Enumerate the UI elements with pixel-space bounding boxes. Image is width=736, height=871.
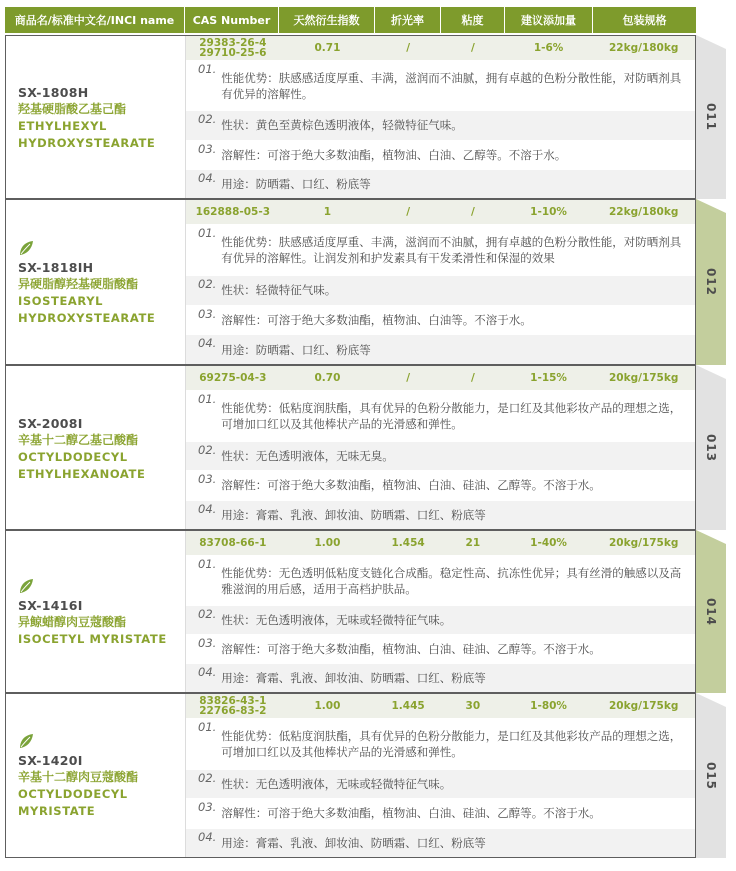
product-block (5, 693, 696, 858)
line-number: 02. (198, 770, 217, 785)
spec-values-row (186, 366, 695, 390)
refractive-index-value: 1.454 (391, 537, 425, 549)
product-code: SX-1420I (18, 753, 83, 768)
line-text: 溶解性：可溶于绝大多数油酯，植物油、白油、硅油、乙醇等。不溶于水。 (221, 806, 601, 821)
line-number: 01. (198, 392, 217, 406)
spec-values-row (186, 531, 695, 555)
product-inci-name: HYDROXYSTEARATE (18, 136, 156, 150)
description-list (186, 390, 695, 529)
dosage-value: 1-40% (530, 537, 567, 549)
tab-number: 014 (704, 597, 718, 626)
product-chinese-name: 辛基十二醇肉豆蔻酸酯 (18, 770, 139, 784)
spec-values-row (186, 200, 695, 224)
description-line (186, 470, 695, 499)
natural-index-value: 1 (323, 206, 332, 218)
product-identity (18, 240, 181, 327)
leaf-icon (18, 578, 34, 594)
product-identity (18, 578, 181, 648)
product-details (186, 531, 695, 692)
page-tab (696, 530, 726, 693)
description-line (186, 305, 695, 335)
product-identity-cell (6, 200, 186, 364)
header-cas-number: CAS Number (185, 7, 279, 33)
product-identity-cell (6, 36, 186, 198)
product-block (5, 35, 696, 199)
product-block (5, 530, 696, 693)
page-tab (696, 365, 726, 530)
product-details (186, 694, 695, 857)
product-inci-name: ETHYLHEXANOATE (18, 467, 146, 481)
tab-number: 012 (704, 267, 718, 297)
cas-number-value: 83708-66-1 (199, 537, 267, 549)
description-line (186, 275, 695, 305)
description-line (186, 798, 695, 827)
line-number: 03. (198, 800, 217, 815)
page-tab (696, 693, 726, 858)
line-number: 04. (198, 665, 217, 679)
description-list (186, 224, 695, 364)
description-line (186, 769, 695, 798)
line-text: 溶解性：可溶于绝大多数油酯，植物油、白油、乙醇等。不溶于水。 (221, 147, 567, 162)
product-inci-name: ISOCETYL MYRISTATE (18, 632, 167, 646)
description-line (186, 60, 695, 110)
refractive-index-value: 1.445 (391, 700, 425, 712)
line-text: 用途：膏霜、乳液、卸妆油、防晒霜、口红、粉底等 (221, 671, 486, 685)
cas-number-value: 83826-43-1 22766-83-2 (199, 695, 267, 717)
product-identity (18, 415, 181, 483)
line-number: 04. (198, 170, 217, 185)
header-natural-index: 天然衍生指数 (279, 7, 375, 33)
line-number: 02. (198, 112, 217, 127)
product-details (186, 366, 695, 529)
cas-number-value: 29383-26-4 29710-25-6 (199, 37, 267, 59)
refractive-index-value: / (406, 42, 411, 54)
product-chinese-name: 羟基硬脂酸乙基己酯 (18, 102, 127, 116)
product-identity (18, 733, 181, 820)
header-product-name: 商品名/标准中文名/INCI name (5, 7, 185, 33)
product-block (5, 199, 696, 365)
line-text: 溶解性：可溶于绝大多数油酯，植物油、白油、硅油、乙醇等。不溶于水。 (221, 642, 601, 656)
cas-number-value: 69275-04-3 (199, 372, 267, 384)
description-line (186, 390, 695, 441)
product-chinese-name: 辛基十二醇乙基己酸酯 (18, 433, 139, 447)
tab-number: 013 (704, 433, 718, 462)
line-number: 03. (198, 636, 217, 650)
line-number: 03. (198, 306, 217, 321)
description-list (186, 555, 695, 692)
header-packing: 包装规格 (593, 7, 696, 33)
dosage-value: 1-10% (530, 206, 567, 218)
viscosity-value: / (470, 372, 475, 384)
description-line (186, 605, 695, 634)
viscosity-value: 21 (465, 537, 481, 549)
product-code: SX-1808H (18, 85, 89, 100)
description-line (186, 663, 695, 692)
viscosity-value: / (470, 206, 475, 218)
line-number: 02. (198, 442, 217, 457)
packing-value: 20kg/175kg (609, 537, 679, 549)
product-block (5, 365, 696, 530)
line-text: 溶解性：可溶于绝大多数油酯，植物油、白油、硅油、乙醇等。不溶于水。 (221, 478, 601, 493)
line-number: 02. (198, 607, 217, 621)
line-text: 用途：防晒霜、口红、粉底等 (221, 342, 371, 357)
product-identity-cell (6, 366, 186, 529)
page-tab (696, 199, 726, 365)
line-text: 性能优势：无色透明低粘度支链化合成酯。稳定性高、抗冻性优异；具有丝滑的触感以及高雅滋润的用后感，适用于高档护肤品。 (221, 565, 682, 596)
product-inci-name: ISOSTEARYL (18, 294, 104, 308)
product-inci-name: HYDROXYSTEARATE (18, 311, 156, 325)
line-number: 01. (198, 226, 217, 240)
line-number: 02. (198, 277, 217, 292)
refractive-index-value: / (406, 372, 411, 384)
line-text: 用途：膏霜、乳液、卸妆油、防晒霜、口红、粉底等 (221, 835, 486, 850)
natural-index-value: 1.00 (314, 537, 341, 549)
description-line (186, 634, 695, 663)
packing-value: 20kg/175kg (609, 372, 679, 384)
line-number: 01. (198, 62, 217, 76)
product-code: SX-1416I (18, 598, 83, 613)
refractive-index-value: / (406, 206, 411, 218)
product-code: SX-2008I (18, 416, 83, 431)
tab-number: 015 (704, 761, 718, 790)
viscosity-value: 30 (465, 700, 481, 712)
packing-value: 22kg/180kg (609, 206, 679, 218)
description-line (186, 441, 695, 470)
packing-value: 20kg/175kg (609, 700, 679, 712)
product-inci-name: OCTYLDODECYL (18, 450, 128, 464)
description-line (186, 718, 695, 769)
product-inci-name: OCTYLDODECYL (18, 787, 128, 801)
line-number: 03. (198, 472, 217, 487)
natural-index-value: 0.70 (314, 372, 341, 384)
line-text: 性能优势：肤感感适度厚重、丰满，滋润而不油腻，拥有卓越的色粉分散性能，对防晒剂具有优异的溶解性。 (221, 70, 682, 101)
description-list (186, 60, 695, 198)
product-code: SX-1818IH (18, 260, 94, 275)
product-inci-name: MYRISTATE (18, 804, 96, 818)
spec-values-row (186, 694, 695, 718)
line-text: 性状：轻微特征气味。 (221, 283, 337, 298)
description-line (186, 169, 695, 198)
line-text: 性状：无色透明液体，无味或轻微特征气味。 (221, 613, 452, 627)
natural-index-value: 1.00 (314, 700, 341, 712)
dosage-value: 1-80% (530, 700, 567, 712)
line-text: 溶解性：可溶于绝大多数油酯，植物油、白油等。不溶于水。 (221, 313, 532, 328)
description-line (186, 500, 695, 529)
product-inci-name: ETHYLHEXYL (18, 119, 107, 133)
line-text: 性状：黄色至黄棕色透明液体，轻微特征气味。 (221, 118, 463, 133)
page-tab (696, 35, 726, 199)
line-text: 性能优势：肤感感适度厚重、丰满，滋润而不油腻，拥有卓越的色粉分散性能，对防晒剂具有优异的溶解性。让润发剂和护发素具有干发柔滑性和保湿的效果 (221, 235, 682, 266)
natural-index-value: 0.71 (314, 42, 341, 54)
description-line (186, 224, 695, 275)
product-identity (18, 84, 181, 152)
line-text: 性状：无色透明液体，无味或轻微特征气味。 (221, 776, 452, 791)
line-number: 01. (198, 557, 217, 571)
line-text: 用途：膏霜、乳液、卸妆油、防晒霜、口红、粉底等 (221, 507, 486, 522)
dosage-value: 1-6% (533, 42, 564, 54)
packing-value: 22kg/180kg (609, 42, 679, 54)
description-list (186, 718, 695, 857)
tab-number: 011 (704, 102, 718, 132)
spec-values-row (186, 36, 695, 60)
description-line (186, 555, 695, 605)
dosage-value: 1-15% (530, 372, 567, 384)
product-identity-cell (6, 531, 186, 692)
cas-number-value: 162888-05-3 (195, 206, 271, 218)
line-number: 04. (198, 336, 217, 351)
line-number: 01. (198, 720, 217, 734)
header-refractive-index: 折光率 (375, 7, 441, 33)
line-number: 04. (198, 501, 217, 516)
description-line (186, 828, 695, 857)
line-text: 性能优势：低粘度润肤酯，具有优异的色粉分散能力，是口红及其他彩妆产品的理想之选，可增加口红以及其他棒状产品的光滑感和弹性。 (221, 728, 682, 759)
product-chinese-name: 异鲸蜡醇肉豆蔻酸酯 (18, 615, 127, 629)
description-line (186, 110, 695, 139)
product-details (186, 36, 695, 198)
table-header (5, 7, 696, 33)
leaf-icon (18, 733, 34, 749)
line-number: 04. (198, 829, 217, 844)
leaf-icon (18, 240, 34, 256)
header-dosage: 建议添加量 (505, 7, 593, 33)
header-viscosity: 粘度 (441, 7, 505, 33)
product-details (186, 200, 695, 364)
line-text: 用途：防晒霜、口红、粉底等 (221, 176, 371, 191)
line-text: 性状：无色透明液体，无味无臭。 (221, 448, 394, 463)
product-identity-cell (6, 694, 186, 857)
line-number: 03. (198, 141, 217, 156)
viscosity-value: / (470, 42, 475, 54)
description-line (186, 140, 695, 169)
product-chinese-name: 异硬脂醇羟基硬脂酸酯 (18, 277, 139, 291)
line-text: 性能优势：低粘度润肤酯，具有优异的色粉分散能力，是口红及其他彩妆产品的理想之选，可增加口红以及其他棒状产品的光滑感和弹性。 (221, 400, 682, 431)
description-line (186, 334, 695, 364)
